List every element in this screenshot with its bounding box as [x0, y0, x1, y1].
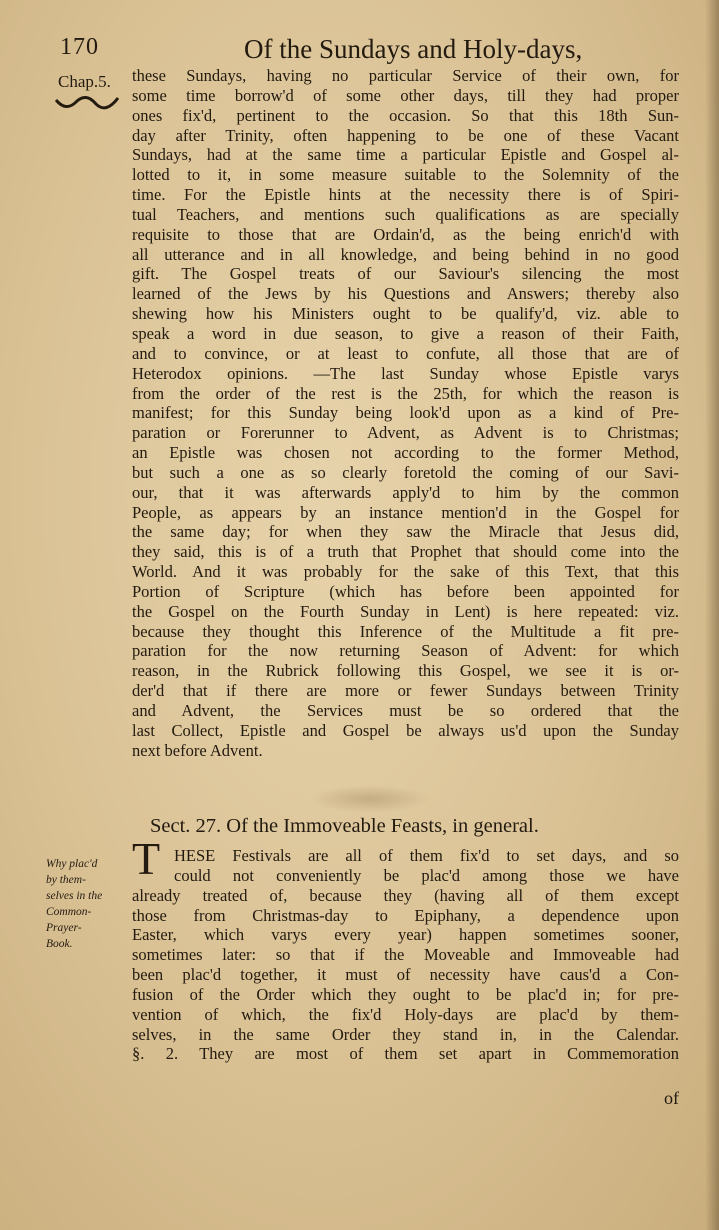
text-line: reason, in the Rubrick following this Gospel, we see it is or-: [132, 661, 679, 681]
body-text: [132, 66, 679, 761]
text-line: speak a word in due season, to give a reason of their Faith,: [132, 323, 679, 343]
section-heading: Sect. 27. Of the Immoveable Feasts, in general.: [150, 815, 539, 837]
ink-bleed: [310, 785, 430, 813]
text-line: learned of the Jews by his Questions and Answers; thereby also: [132, 284, 679, 304]
section-text-line: selves, in the same Order they stand in, in the Calendar.: [132, 1024, 679, 1044]
drop-cap: T: [132, 833, 161, 884]
text-line: and to convince, or at least to confute, all those that are of: [132, 343, 679, 363]
text-line: der'd that if there are more or fewer Sundays between Trinity: [132, 681, 679, 701]
side-note-line: by them-: [46, 874, 86, 886]
text-line: some time borrow'd of some other days, till they had proper: [132, 85, 679, 105]
section-text-line: already treated of, because they (having all of them except: [132, 885, 679, 905]
text-line: day after Trinity, often happening to be one of these Vacant: [132, 125, 679, 145]
text-line: from the order of the rest is the 25th, for which the reason is: [132, 383, 679, 403]
section-text: [132, 846, 679, 1064]
text-line: an Epistle was chosen not according to the former Method,: [132, 443, 679, 463]
section-text-line: fusion of the Order which they ought to be plac'd in; for pre-: [132, 984, 679, 1004]
section-text-line: those from Christmas-day to Epiphany, a dependence upon: [132, 905, 679, 925]
text-line: shewing how his Ministers ought to be qualify'd, viz. able to: [132, 304, 679, 324]
text-line: but such a one as so clearly foretold the coming of our Savi-: [132, 462, 679, 482]
text-line: next before Advent.: [132, 740, 263, 760]
running-head: Of the Sundays and Holy-days,: [244, 34, 583, 64]
text-line: all utterance and in all knowledge, and being behind in no good: [132, 244, 679, 264]
side-note-line: selves in the: [46, 890, 103, 902]
text-line: the Gospel on the Fourth Sunday in Lent) is here repeated: viz.: [132, 601, 679, 621]
text-line: World. And it was probably for the sake of this Text, that this: [132, 562, 679, 582]
section-text-line: been plac'd together, it must of necessity have caus'd a Con-: [132, 965, 679, 985]
catchword: of: [664, 1088, 679, 1108]
text-line: paration or Forerunner to Advent, as Advent is to Christmas;: [132, 423, 679, 443]
section-text-line: §. 2. They are most of them set apart in Commemoration: [132, 1044, 679, 1064]
text-line: gift. The Gospel treats of our Saviour's silencing the most: [132, 264, 679, 284]
text-line: lotted to it, in some measure suitable to the Solemnity of the: [132, 165, 679, 185]
margin-ornament-icon: [52, 92, 124, 112]
chapter-margin-label: Chap.5.: [58, 72, 111, 91]
text-line: because they thought this Inference of the Multitude a fit pre-: [132, 621, 679, 641]
side-note-line: Common-: [46, 906, 92, 918]
section-text-line: sometimes later: so that if the Moveable and Immoveable had: [132, 945, 679, 965]
side-note-line: Prayer-: [46, 922, 82, 934]
text-line: these Sundays, having no particular Service of their own, for: [132, 66, 679, 85]
text-line: time. For the Epistle hints at the necessity there is of Spiri-: [132, 185, 679, 205]
page-number: 170: [60, 34, 99, 60]
section-text-line: could not conveniently be plac'd among those we have: [174, 865, 679, 885]
text-line: Heterodox opinions. —The last Sunday whose Epistle varys: [132, 363, 679, 383]
text-line: the same day; for when they saw the Miracle that Jesus did,: [132, 522, 679, 542]
section-text-line: Easter, which varys every year) happen sometimes sooner,: [132, 925, 679, 945]
text-line: People, as appears by an instance mention'd in the Gospel for: [132, 502, 679, 522]
page-edge-shadow: [705, 0, 719, 1230]
text-line: paration for the now returning Season of Advent: for which: [132, 641, 679, 661]
side-note-line: Book.: [46, 938, 73, 950]
section-text-line: HESE Festivals are all of them fix'd to set days, and so: [174, 846, 679, 865]
text-line: last Collect, Epistle and Gospel be always us'd upon the Sunday: [132, 720, 679, 740]
text-line: tual Teachers, and mentions such qualifications as are specially: [132, 204, 679, 224]
text-line: manifest; for this Sunday being look'd upon as a kind of Pre-: [132, 403, 679, 423]
text-line: requisite to those that are Ordain'd, as the being enrich'd with: [132, 224, 679, 244]
section-text-line: vention of which, the fix'd Holy-days are plac'd by them-: [132, 1004, 679, 1024]
text-line: our, that it was afterwards apply'd to him by the common: [132, 482, 679, 502]
text-line: and Advent, the Services must be so ordered that the: [132, 701, 679, 720]
text-line: Portion of Scripture (which has before been appointed for: [132, 581, 679, 601]
side-note-line: Why plac'd: [46, 858, 98, 870]
text-line: Sundays, had at the same time a particular Epistle and Gospel al-: [132, 145, 679, 165]
text-line: they said, this is of a truth that Prophet that should come into the: [132, 542, 679, 562]
text-line: ones fix'd, pertinent to the occasion. So that this 18th Sun-: [132, 105, 679, 125]
side-note: [46, 856, 130, 952]
